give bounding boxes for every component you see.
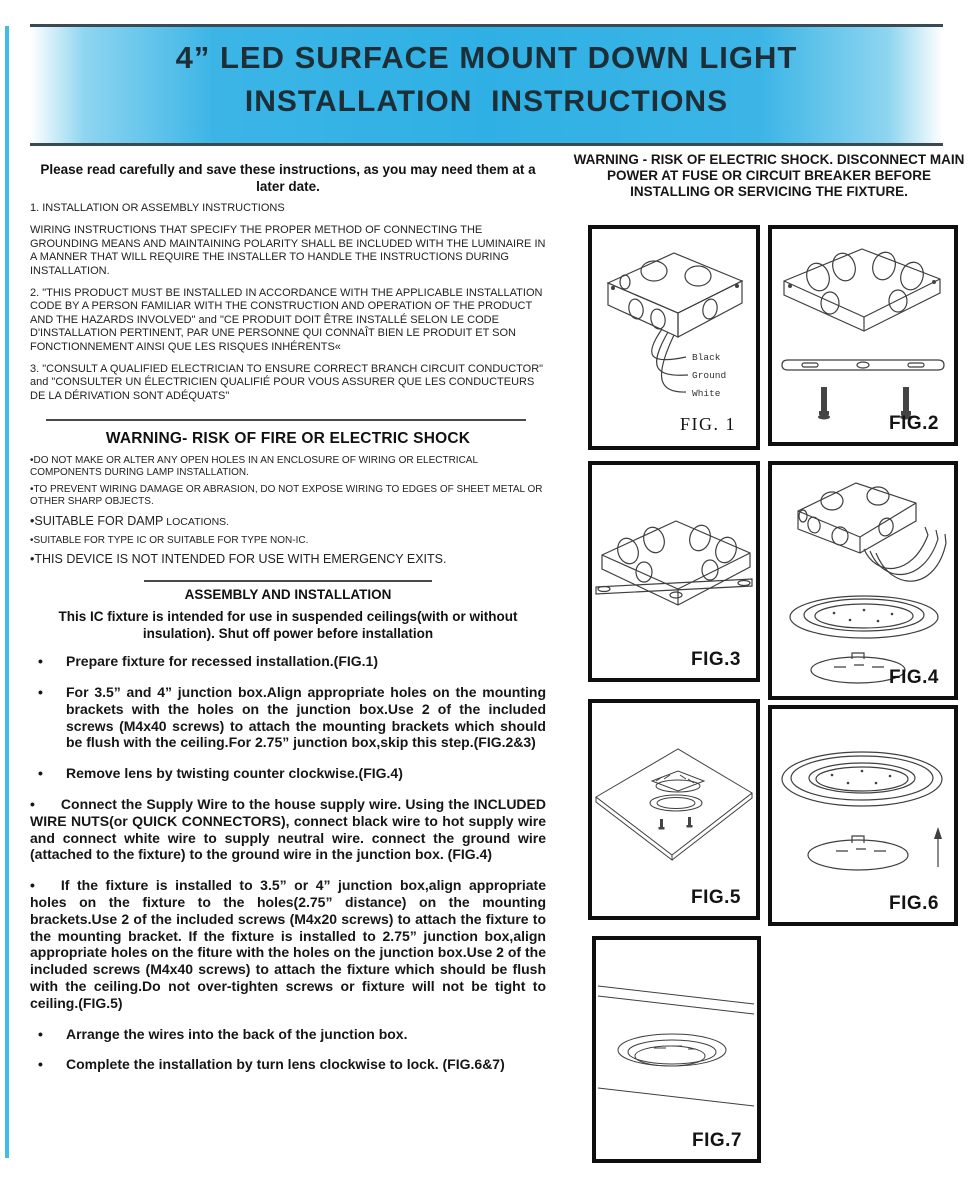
section-divider: [144, 580, 432, 582]
figure-label: FIG.4: [888, 667, 939, 688]
wire-label-white: White: [692, 388, 721, 399]
junction-box-bracket-screws-illustration: [772, 229, 954, 442]
paragraph-installation-label: 1. INSTALLATION OR ASSEMBLY INSTRUCTIONS: [30, 202, 285, 214]
figure-label: FIG.7: [691, 1130, 742, 1151]
assembly-step: [30, 684, 546, 751]
figure-box-fig6: [768, 705, 958, 926]
paragraph-consult-electrician: 3. "CONSULT A QUALIFIED ELECTRICIAN TO ENSURE CORRECT BRANCH CIRCUIT CONDUCTOR" and "CONSULTER UN ÉLECTRICIEN QUALIFIÉ POUR VOUS ASSURER QUE LES CONDUCTEURS DE LA DÉRIVATION SONT ADÉQUATS": [30, 363, 544, 402]
exploded-fixture-wiring-illustration: [772, 465, 954, 696]
assembly-step: [30, 796, 546, 863]
figure-label: FIG. 1: [679, 414, 736, 434]
lens-locking-illustration: [772, 709, 954, 922]
bullet-dot: •: [38, 684, 43, 701]
page-edge-accent-stripe: [5, 26, 9, 1158]
fire-shock-warning-heading: WARNING- RISK OF FIRE OR ELECTRIC SHOCK: [105, 430, 471, 448]
warning-bullet: •DO NOT MAKE OR ALTER ANY OPEN HOLES IN AN ENCLOSURE OF WIRING OR ELECTRICAL COMPONENTS DURING LAMP INSTALLATION.: [30, 455, 478, 479]
assembly-step: [30, 765, 546, 782]
installed-fixture-illustration: [596, 940, 757, 1159]
figure-label: FIG.3: [690, 649, 741, 670]
paragraph-wiring-instructions: WIRING INSTRUCTIONS THAT SPECIFY THE PROPER METHOD OF CONNECTING THE GROUNDING MEANS AND MAINTAINING POLARITY SHALL BE INCLUDED WITH THE LUMINAIRE IN A MANNER THAT WILL REQUIRE THE INSTALLER TO HANDLE THE INSTRUCTIONS DURING INSTALLATION.: [30, 224, 546, 277]
assembly-step: [30, 877, 546, 1011]
figure-label: FIG.2: [888, 413, 939, 434]
assembly-step: [30, 1026, 546, 1043]
page-title-line2: INSTALLATION INSTRUCTIONS: [244, 85, 729, 118]
section-divider: [46, 419, 526, 421]
figure-box-fig4: [768, 461, 958, 700]
assembly-step-text: If the fixture is installed to 3.5” or 4” junction box,align appropriate holes on the fixture to the holes(2.75” distance) on the mounting brackets.Use 2 of the included screws (M4x20 screws) to attach the fixture to the mounting bracket. If the fixture is installed to 2.75” junction box,align appropriate holes on the fiture with the holes on the junction box.Use 2 of the included screws (M4x40 screws) to attach the fixture which should be flush with the ceiling.Do not over-tighten screws or fixture will not be tight to ceiling.(FIG.5): [30, 877, 546, 1011]
wire-label-black: Black: [692, 352, 721, 363]
assembly-step-text: Connect the Supply Wire to the house supply wire. Using the INCLUDED WIRE NUTS(or QUICK CONNECTORS), connect black wire to hot supply wire and connect white wire to supply neutral wire. connect the ground wire (attached to the fixture) to the ground wire in the junction box. (FIG.4): [30, 796, 546, 863]
assembly-step: [30, 653, 546, 670]
electric-shock-warning-heading: WARNING - RISK OF ELECTRIC SHOCK. DISCONNECT MAIN POWER AT FUSE OR CIRCUIT BREAKER BEFORE INSTALLING OR SERVICING THE FIXTURE.: [573, 152, 965, 200]
bullet-dot: •: [30, 796, 35, 813]
left-text-column: [30, 161, 546, 1087]
assembly-step-text: Arrange the wires into the back of the junction box.: [66, 1025, 408, 1042]
assembly-heading: ASSEMBLY AND INSTALLATION: [184, 587, 392, 603]
warning-bullet: •THIS DEVICE IS NOT INTENDED FOR USE WITH EMERGENCY EXITS.: [30, 552, 447, 567]
figure-box-fig3: [588, 461, 760, 682]
figure-box-fig2: [768, 225, 958, 446]
bullet-dot: •: [38, 1025, 43, 1042]
junction-box-with-bracket-illustration: [592, 465, 756, 678]
warning-bullet: [30, 512, 546, 530]
ceiling-mounting-illustration: [592, 703, 756, 916]
assembly-intro: This IC fixture is intended for use in suspended ceilings(with or without insulation). Shut off power before installation: [58, 609, 518, 641]
figure-box-fig7: [592, 936, 761, 1163]
figure-label: FIG.5: [690, 887, 741, 908]
wire-label-ground: Ground: [692, 370, 727, 381]
figure-box-fig1: [588, 225, 760, 450]
figure-label: FIG.6: [888, 893, 939, 914]
assembly-step-text: For 3.5” and 4” junction box.Align appropriate holes on the mounting brackets with the holes on the junction box.Use 2 of the included screws (M4x40 screws) to attach the mounting brackets which should be flush with the ceiling.For 2.75” junction box,skip this step.(FIG.2&3): [66, 684, 546, 751]
paragraph-installation-code: 2. "THIS PRODUCT MUST BE INSTALLED IN ACCORDANCE WITH THE APPLICABLE INSTALLATION CODE BY A PERSON FAMILIAR WITH THE CONSTRUCTION AND OPERATION OF THE PRODUCT AND THE HAZARDS INVOLVED" and "CE PRODUIT DOIT ÊTRE INSTALLÉ SELON LE CODE D'INSTALLATION PERTINENT, PAR UNE PERSONNE QUI CONNAÎT BIEN LE PRODUIT ET SON FONCTIONNEMENT AINSI QUE LES RISQUES INHÉRENTS«: [30, 287, 543, 353]
bullet-dot: •: [38, 1056, 43, 1073]
warning-bullet: •SUITABLE FOR TYPE IC OR SUITABLE FOR TYPE NON-IC.: [30, 535, 309, 547]
bullet-dot: •: [30, 877, 35, 894]
assembly-step-text: Complete the installation by turn lens clockwise to lock. (FIG.6&7): [66, 1056, 505, 1073]
bullet-dot: •: [38, 765, 43, 782]
warning-bullet-lead: •SUITABLE FOR DAMP: [30, 514, 164, 529]
assembly-step: [30, 1056, 546, 1073]
assembly-step-text: Prepare fixture for recessed installation.(FIG.1): [66, 653, 378, 670]
bullet-dot: •: [38, 653, 43, 670]
page-title-line1: 4” LED SURFACE MOUNT DOWN LIGHT: [175, 40, 798, 75]
header-banner: [30, 24, 943, 146]
read-carefully-heading: Please read carefully and save these instructions, as you may need them at a later date.: [40, 162, 536, 194]
figure-box-fig5: [588, 699, 760, 920]
warning-bullet: •TO PREVENT WIRING DAMAGE OR ABRASION, DO NOT EXPOSE WIRING TO EDGES OF SHEET METAL OR OTHER SHARP OBJECTS.: [30, 483, 543, 507]
assembly-step-text: Remove lens by twisting counter clockwise.(FIG.4): [66, 765, 403, 782]
warning-bullet-rest: LOCATIONS.: [163, 516, 230, 529]
